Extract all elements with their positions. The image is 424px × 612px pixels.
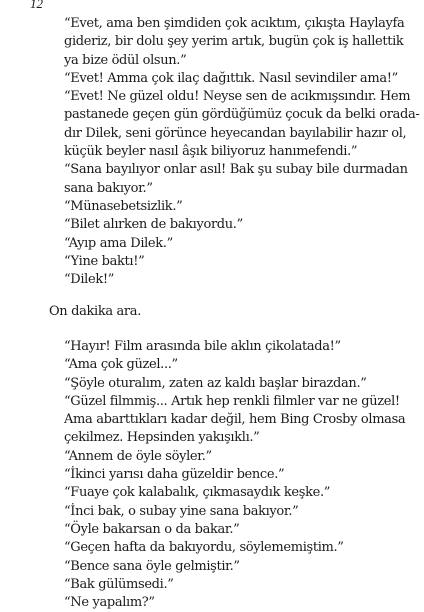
text-line: pastanede geçen gün gördüğümüz çocuk da belki orada- [64, 107, 420, 123]
narration-text: On dakika ara. [49, 304, 141, 319]
text-line: “Güzel filmmiş... Artık hep renkli filmler var ne güzel! [64, 393, 400, 409]
narration-line [49, 303, 387, 321]
text-line: “Fuaye çok kalabalık, çıkmasaydık keşke.” [64, 485, 331, 501]
dialogue-block-1 [64, 15, 420, 289]
text-line: “Yine baktı!” [64, 253, 145, 269]
text-line: “Ne yapalım?” [64, 595, 155, 611]
text-line: “Hayır! Film arasında bile aklın çikolatada!” [64, 339, 341, 354]
text-line: “Bence sana öyle gelmiştir.” [64, 558, 240, 574]
text-line: “Annem de öyle söyler.” [64, 448, 212, 464]
text-line: “İnci bak, o subay yine sana bakıyor.” [64, 503, 299, 519]
text-line: “Şöyle oturalım, zaten az kaldı başlar birazdan.” [64, 375, 367, 391]
text-line: ya bize ödül olsun.” [64, 52, 187, 68]
text-line: “Münasebetsizlik.” [64, 198, 183, 214]
text-line: Ama abarttıkları kadar değil, hem Bing Crosby olmasa [64, 412, 406, 428]
text-line: “Dilek!” [64, 272, 115, 288]
text-line: dır Dilek, seni görünce heyecandan bayılabilir hazır ol, [64, 125, 407, 141]
text-line: “Ama çok güzel...” [64, 357, 178, 373]
text-line: küçük beyler nasıl âşık biliyoruz hanımefendi.” [64, 144, 358, 160]
text-line: “Bilet alırken de bakıyordu.” [64, 217, 243, 233]
dialogue-block-2 [64, 338, 406, 612]
text-line: sana bakıyor.” [64, 180, 153, 196]
text-line: “Bak gülümsedi.” [64, 576, 174, 592]
text-line: “Evet, ama ben şimdiden çok acıktım, çıkışta Haylayfa [64, 16, 405, 31]
text-line: “Sana bayılıyor onlar asıl! Bak şu subay bile durmadan [64, 162, 408, 178]
text-line: “Geçen hafta da bakıyordu, söylememiştim.” [64, 540, 344, 556]
text-line: “Ayıp ama Dilek.” [64, 235, 173, 251]
text-line: “Evet! Ne güzel oldu! Neyse sen de acıkmışsındır. Hem [64, 89, 411, 105]
text-line: çekilmez. Hepsinden yakışıklı.” [64, 430, 260, 446]
text-line: “Öyle bakarsan o da bakar.” [64, 521, 240, 537]
text-line: “Evet! Amma çok ilaç dağıttık. Nasıl sevindiler ama!” [64, 70, 398, 86]
text-line: “İkinci yarısı daha güzeldir bence.” [64, 467, 285, 483]
text-line: gideriz, bir dolu şey yerim artık, bugün çok iş hallettik [64, 34, 404, 50]
page-number: 12 [30, 0, 43, 11]
